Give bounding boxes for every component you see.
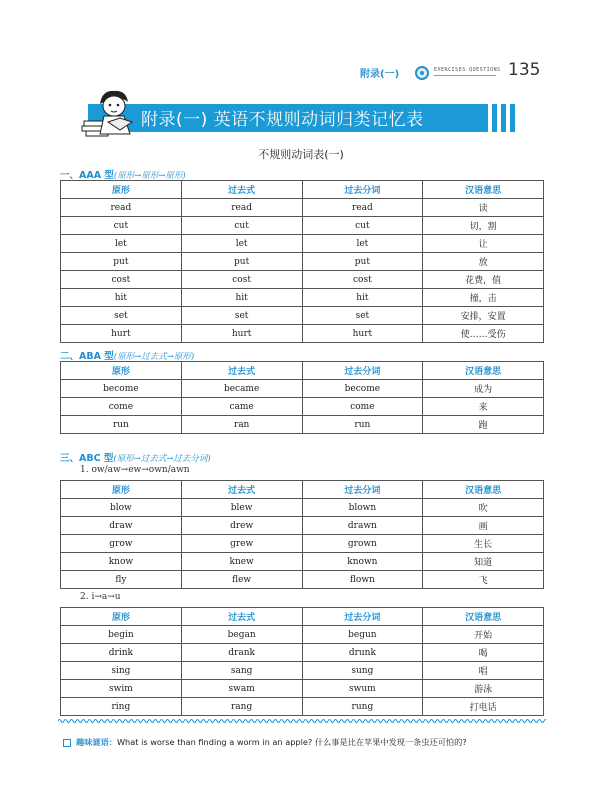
past-participle-cell: run bbox=[302, 416, 423, 434]
past-participle-cell: grown bbox=[302, 535, 423, 553]
past-tense-cell: rang bbox=[181, 698, 302, 716]
column-header: 过去分词 bbox=[302, 181, 423, 199]
base-form-cell: hit bbox=[61, 289, 182, 307]
title-banner bbox=[88, 104, 488, 132]
table-row bbox=[61, 553, 544, 571]
base-form-cell: drink bbox=[61, 644, 182, 662]
past-participle-cell: set bbox=[302, 307, 423, 325]
past-tense-cell: knew bbox=[181, 553, 302, 571]
section-heading-aba-label: 二、ABA 型 bbox=[60, 351, 114, 362]
table-row bbox=[61, 662, 544, 680]
past-participle-cell: rung bbox=[302, 698, 423, 716]
past-tense-cell: came bbox=[181, 398, 302, 416]
base-form-cell: grow bbox=[61, 535, 182, 553]
base-form-cell: read bbox=[61, 199, 182, 217]
column-header: 原形 bbox=[61, 362, 182, 380]
column-header: 汉语意思 bbox=[423, 608, 544, 626]
past-tense-cell: cost bbox=[181, 271, 302, 289]
table-row bbox=[61, 398, 544, 416]
running-header-section: 附录(一) bbox=[360, 69, 400, 80]
past-participle-cell: become bbox=[302, 380, 423, 398]
disc-icon bbox=[415, 66, 429, 80]
past-participle-cell: begun bbox=[302, 626, 423, 644]
meaning-cell: 让 bbox=[423, 235, 544, 253]
past-tense-cell: hit bbox=[181, 289, 302, 307]
section-heading-abc-label: 三、ABC 型 bbox=[60, 453, 114, 464]
past-participle-cell: read bbox=[302, 199, 423, 217]
base-form-cell: put bbox=[61, 253, 182, 271]
table-aba bbox=[60, 361, 544, 434]
meaning-cell: 来 bbox=[423, 398, 544, 416]
base-form-cell: ring bbox=[61, 698, 182, 716]
section-heading-aaa-label: 一、AAA 型 bbox=[60, 170, 114, 181]
meaning-cell: 游泳 bbox=[423, 680, 544, 698]
meaning-cell: 跑 bbox=[423, 416, 544, 434]
page-title: 附录(一) 英语不规则动词归类记忆表 bbox=[141, 110, 424, 130]
table-row bbox=[61, 235, 544, 253]
base-form-cell: hurt bbox=[61, 325, 182, 343]
past-tense-cell: put bbox=[181, 253, 302, 271]
base-form-cell: sing bbox=[61, 662, 182, 680]
table-abc-ow bbox=[60, 480, 544, 589]
column-header: 过去分词 bbox=[302, 481, 423, 499]
base-form-cell: know bbox=[61, 553, 182, 571]
past-tense-cell: ran bbox=[181, 416, 302, 434]
table-row bbox=[61, 517, 544, 535]
table-row bbox=[61, 289, 544, 307]
meaning-cell: 撞，击 bbox=[423, 289, 544, 307]
section-heading-aaa-pattern: (原形→原形→原形) bbox=[113, 171, 186, 181]
table-row bbox=[61, 680, 544, 698]
base-form-cell: set bbox=[61, 307, 182, 325]
meaning-cell: 打电话 bbox=[423, 698, 544, 716]
meaning-cell: 知道 bbox=[423, 553, 544, 571]
table-aaa bbox=[60, 180, 544, 343]
meaning-cell: 飞 bbox=[423, 571, 544, 589]
column-header: 过去式 bbox=[181, 481, 302, 499]
meaning-cell: 切，割 bbox=[423, 217, 544, 235]
past-participle-cell: drunk bbox=[302, 644, 423, 662]
column-header: 过去式 bbox=[181, 608, 302, 626]
past-participle-cell: blown bbox=[302, 499, 423, 517]
past-participle-cell: cut bbox=[302, 217, 423, 235]
table-row bbox=[61, 253, 544, 271]
base-form-cell: fly bbox=[61, 571, 182, 589]
past-tense-cell: drank bbox=[181, 644, 302, 662]
past-tense-cell: blew bbox=[181, 499, 302, 517]
past-participle-cell: put bbox=[302, 253, 423, 271]
column-header: 汉语意思 bbox=[423, 181, 544, 199]
meaning-cell: 安排，安置 bbox=[423, 307, 544, 325]
meaning-cell: 花费，值 bbox=[423, 271, 544, 289]
column-header: 过去式 bbox=[181, 362, 302, 380]
base-form-cell: blow bbox=[61, 499, 182, 517]
past-tense-cell: flew bbox=[181, 571, 302, 589]
column-header: 原形 bbox=[61, 481, 182, 499]
past-tense-cell: swam bbox=[181, 680, 302, 698]
table-row bbox=[61, 535, 544, 553]
riddle-text: What is worse than finding a worm in an apple? 什么事是比在苹果中发现一条虫还可怕的? bbox=[116, 737, 467, 747]
column-header: 汉语意思 bbox=[423, 362, 544, 380]
table-row bbox=[61, 499, 544, 517]
base-form-cell: let bbox=[61, 235, 182, 253]
meaning-cell: 开始 bbox=[423, 626, 544, 644]
column-header: 过去式 bbox=[181, 181, 302, 199]
table-title: 不规则动词表(一) bbox=[258, 148, 344, 161]
base-form-cell: swim bbox=[61, 680, 182, 698]
past-tense-cell: set bbox=[181, 307, 302, 325]
table-row bbox=[61, 199, 544, 217]
meaning-cell: 喝 bbox=[423, 644, 544, 662]
table-abc-ow-header bbox=[61, 481, 544, 499]
checkbox-icon bbox=[63, 739, 71, 747]
table-row bbox=[61, 217, 544, 235]
past-tense-cell: drew bbox=[181, 517, 302, 535]
section-heading-abc-pattern: (原形→过去式→过去分词) bbox=[113, 454, 211, 464]
table-aaa-header bbox=[61, 181, 544, 199]
base-form-cell: become bbox=[61, 380, 182, 398]
past-participle-cell: hurt bbox=[302, 325, 423, 343]
past-tense-cell: began bbox=[181, 626, 302, 644]
past-participle-cell: hit bbox=[302, 289, 423, 307]
section-heading-aba bbox=[60, 348, 194, 362]
past-tense-cell: read bbox=[181, 199, 302, 217]
past-participle-cell: come bbox=[302, 398, 423, 416]
base-form-cell: begin bbox=[61, 626, 182, 644]
table-row bbox=[61, 626, 544, 644]
subheading-ow-aw: 1. ow/aw→ew→own/awn bbox=[80, 465, 190, 475]
past-tense-cell: cut bbox=[181, 217, 302, 235]
table-row bbox=[61, 271, 544, 289]
column-header: 原形 bbox=[61, 608, 182, 626]
table-row bbox=[61, 307, 544, 325]
subheading-i-a-u: 2. i→a→u bbox=[80, 592, 121, 602]
past-participle-cell: swum bbox=[302, 680, 423, 698]
past-participle-cell: cost bbox=[302, 271, 423, 289]
base-form-cell: cut bbox=[61, 217, 182, 235]
meaning-cell: 生长 bbox=[423, 535, 544, 553]
meaning-cell: 放 bbox=[423, 253, 544, 271]
table-abc-iau bbox=[60, 607, 544, 716]
column-header: 过去分词 bbox=[302, 608, 423, 626]
past-tense-cell: sang bbox=[181, 662, 302, 680]
table-abc-iau-header bbox=[61, 608, 544, 626]
past-participle-cell: sung bbox=[302, 662, 423, 680]
meaning-cell: 读 bbox=[423, 199, 544, 217]
table-row bbox=[61, 698, 544, 716]
meaning-cell: 画 bbox=[423, 517, 544, 535]
base-form-cell: come bbox=[61, 398, 182, 416]
past-participle-cell: drawn bbox=[302, 517, 423, 535]
page-number: 135 bbox=[508, 60, 541, 80]
section-heading-aba-pattern: (原形→过去式→原形) bbox=[113, 352, 195, 362]
past-tense-cell: became bbox=[181, 380, 302, 398]
meaning-cell: 使……受伤 bbox=[423, 325, 544, 343]
past-tense-cell: grew bbox=[181, 535, 302, 553]
riddle-footer bbox=[63, 737, 467, 748]
riddle-label: 趣味谜语： bbox=[76, 737, 117, 747]
past-participle-cell: let bbox=[302, 235, 423, 253]
table-row bbox=[61, 380, 544, 398]
table-row bbox=[61, 571, 544, 589]
past-tense-cell: hurt bbox=[181, 325, 302, 343]
table-row bbox=[61, 416, 544, 434]
running-header bbox=[0, 62, 602, 86]
meaning-cell: 唱 bbox=[423, 662, 544, 680]
base-form-cell: draw bbox=[61, 517, 182, 535]
reading-boy-icon bbox=[80, 86, 142, 140]
column-header: 过去分词 bbox=[302, 362, 423, 380]
table-aba-header bbox=[61, 362, 544, 380]
past-participle-cell: known bbox=[302, 553, 423, 571]
meaning-cell: 吹 bbox=[423, 499, 544, 517]
running-header-rule bbox=[434, 75, 496, 76]
table-row bbox=[61, 325, 544, 343]
base-form-cell: cost bbox=[61, 271, 182, 289]
table-row bbox=[61, 644, 544, 662]
meaning-cell: 成为 bbox=[423, 380, 544, 398]
section-heading-abc bbox=[60, 450, 211, 464]
column-header: 原形 bbox=[61, 181, 182, 199]
base-form-cell: run bbox=[61, 416, 182, 434]
wavy-divider bbox=[58, 718, 546, 724]
column-header: 汉语意思 bbox=[423, 481, 544, 499]
running-header-tiny-text: EXERCISES QUESTIONS bbox=[434, 67, 501, 73]
past-participle-cell: flown bbox=[302, 571, 423, 589]
past-tense-cell: let bbox=[181, 235, 302, 253]
section-heading-aaa bbox=[60, 167, 186, 181]
